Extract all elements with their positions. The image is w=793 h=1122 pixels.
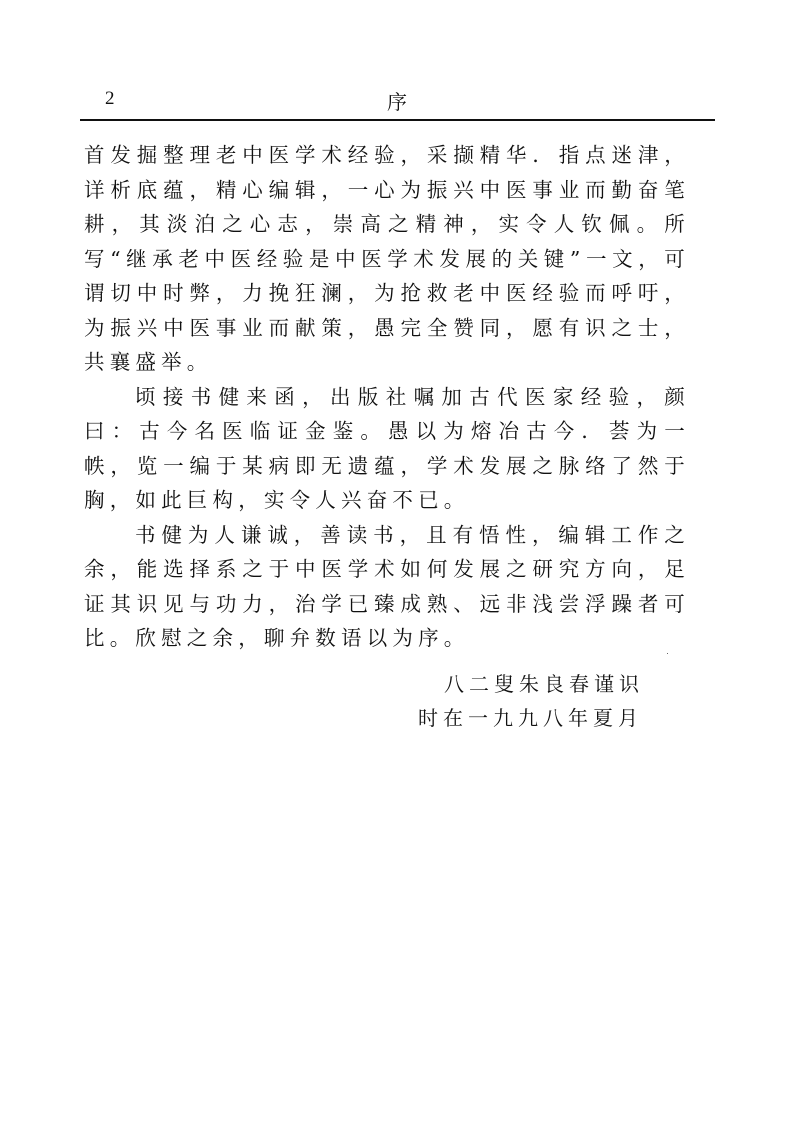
page-number: 2 [105,88,115,109]
header-rule [80,119,715,121]
paragraph-continued: 首发掘整理老中医学术经验，采撷精华．指点迷津，详析底蕴，精心编辑，一心为振兴中医事业而勤奋笔耕，其淡泊之心志，崇高之精神，实令人钦佩。所写“继承老中医经验是中医学术发展的关键”一文，可谓切中时弊，力挽狂澜，为抢救老中医经验而呼吁，为振兴中医事业而献策，愚完全赞同，愿有识之士，共襄盛举。 [84,143,690,374]
preface-body [84,138,690,656]
running-title: 序 [387,90,407,114]
signature-date: 时在一九九八年夏月 [418,706,643,730]
paragraph: 书健为人谦诚，善读书，且有悟性，编辑工作之余，能选择系之于中医学术如何发展之研究方向，足证其识见与功力，治学已臻成熟、远非浅尝浮躁者可比。欣慰之余，聊弁数语以为序。 [84,522,690,650]
signature-block [418,667,678,735]
signature-author: 八二叟朱良春谨识 [444,672,644,696]
paragraph: 顷接书健来函，出版社嘱加古代医家经验，颜曰：古今名医临证金鉴。愚以为熔冶古今．荟为一帙，览一编于某病即无遗蕴，学术发展之脉络了然于胸，如此巨构，实令人兴奋不已。 [84,384,690,512]
scan-speck [667,653,668,654]
page-header [80,84,714,120]
